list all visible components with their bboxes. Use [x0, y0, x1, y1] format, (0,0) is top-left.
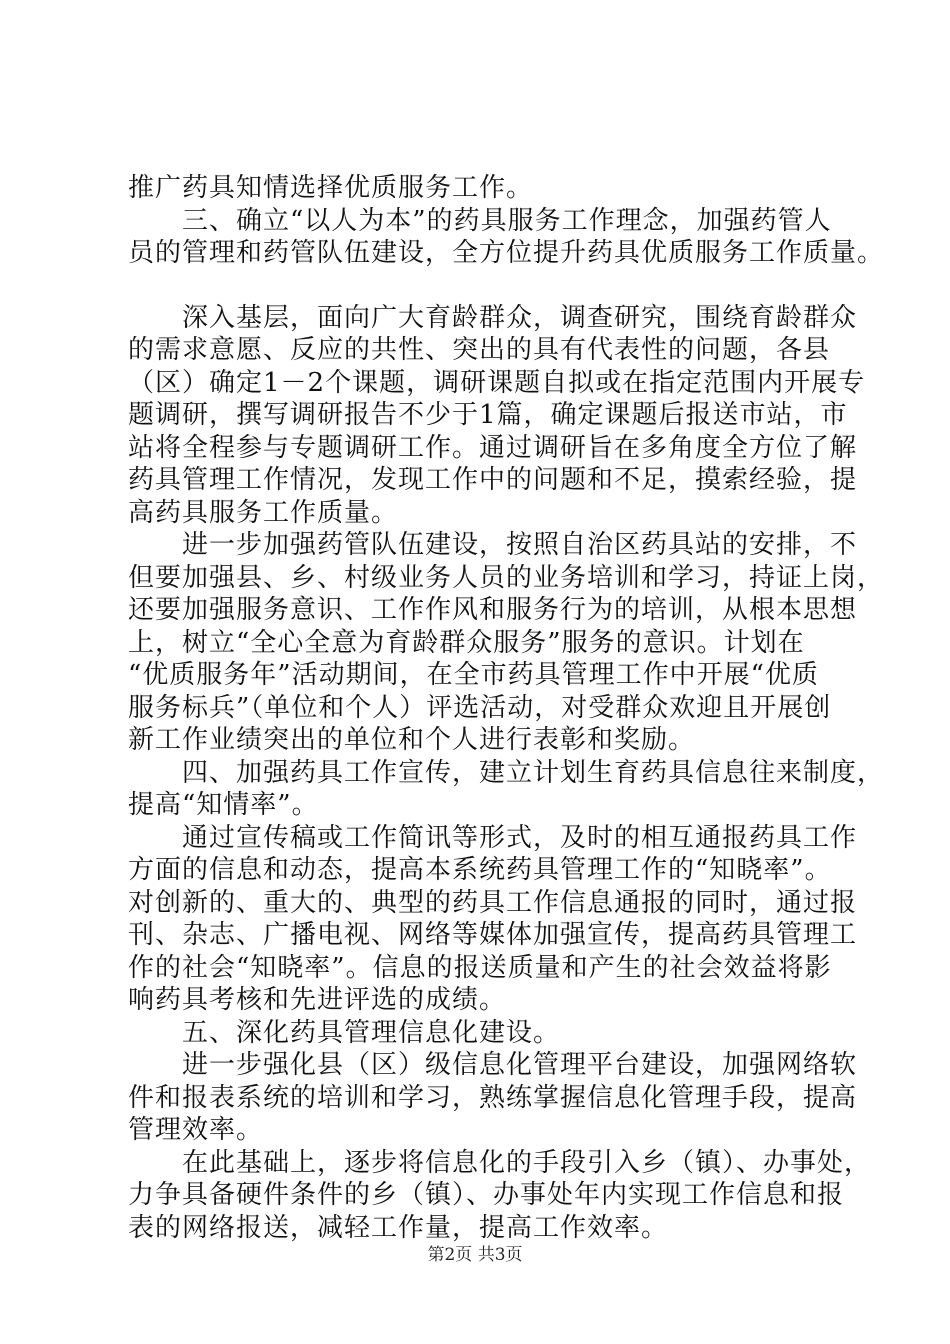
text-line: 力争具备硬件条件的乡（镇）、办事处年内实现工作信息和报: [128, 1180, 845, 1210]
text-line: 服务标兵”（单位和个人）评选活动，对受群众欢迎且开展创: [128, 692, 832, 723]
text-line: 新工作业绩突出的单位和个人进行表彰和奖励。: [128, 725, 696, 755]
text-line: 刊、杂志、广播电视、网络等媒体加强宣传，提高药具管理工: [128, 920, 858, 950]
text-line: 作的社会“知晓率”。信息的报送质量和产生的社会效益将影: [128, 952, 832, 983]
text-line: 员的管理和药管队伍建设，全方位提升药具优质服务工作质量。: [128, 238, 885, 268]
text-line: 药具管理工作情况，发现工作中的问题和不足，摸索经验，提: [128, 465, 858, 495]
document-body: [128, 172, 885, 1244]
text-line: 站将全程参与专题调研工作。通过调研旨在多角度全方位了解: [128, 432, 858, 463]
text-line: 对创新的、重大的、典型的药具工作信息通报的同时，通过报: [128, 887, 858, 918]
text-line: 三、确立“以人为本”的药具服务工作理念，加强药管人: [128, 205, 832, 236]
text-line: 推广药具知情选择优质服务工作。: [128, 173, 534, 203]
text-line: 进一步强化县（区）级信息化管理平台建设，加强网络软: [128, 1050, 858, 1080]
text-line: 方面的信息和动态，提高本系统药具管理工作的“知晓率”。: [128, 855, 832, 885]
text-line: 管理效率。: [128, 1115, 264, 1145]
text-line: 表的网络报送，减轻工作量，提高工作效率。: [128, 1212, 669, 1243]
text-line: 上，树立“全心全意为育龄群众服务”服务的意识。计划在: [128, 627, 805, 658]
text-line: 题调研，撰写调研报告不少于1篇，确定课题后报送市站，市: [128, 400, 848, 430]
text-line: 响药具考核和先进评选的成绩。: [128, 985, 507, 1015]
text-line: 四、加强药具工作宣传，建立计划生育药具信息往来制度，: [128, 757, 885, 788]
text-line: 深入基层，面向广大育龄群众，调查研究，围绕育龄群众: [128, 302, 858, 333]
text-line: （区）确定1－2个课题，调研课题自拟或在指定范围内开展专: [128, 367, 866, 398]
page-footer: 第2页 共3页: [427, 1245, 523, 1265]
text-line: 但要加强县、乡、村级业务人员的业务培训和学习，持证上岗，: [128, 562, 885, 593]
text-line: 进一步加强药管队伍建设，按照自治区药具站的安排，不: [128, 530, 858, 560]
text-line: 通过宣传稿或工作简讯等形式，及时的相互通报药具工作: [128, 822, 858, 853]
text-line: 的需求意愿、反应的共性、突出的具有代表性的问题，各县: [128, 335, 831, 365]
text-line: 提高“知情率”。: [128, 790, 319, 820]
text-line: 件和报表系统的培训和学习，熟练掌握信息化管理手段，提高: [128, 1082, 858, 1113]
text-line: 还要加强服务意识、工作作风和服务行为的培训，从根本思想: [128, 595, 858, 625]
text-line: 在此基础上，逐步将信息化的手段引入乡（镇）、办事处，: [128, 1147, 872, 1178]
paragraph-gap: [128, 270, 828, 302]
text-line: 五、深化药具管理信息化建设。: [128, 1017, 561, 1048]
text-line: “优质服务年”活动期间，在全市药具管理工作中开展“优质: [128, 660, 819, 690]
text-line: 高药具服务工作质量。: [128, 497, 399, 528]
